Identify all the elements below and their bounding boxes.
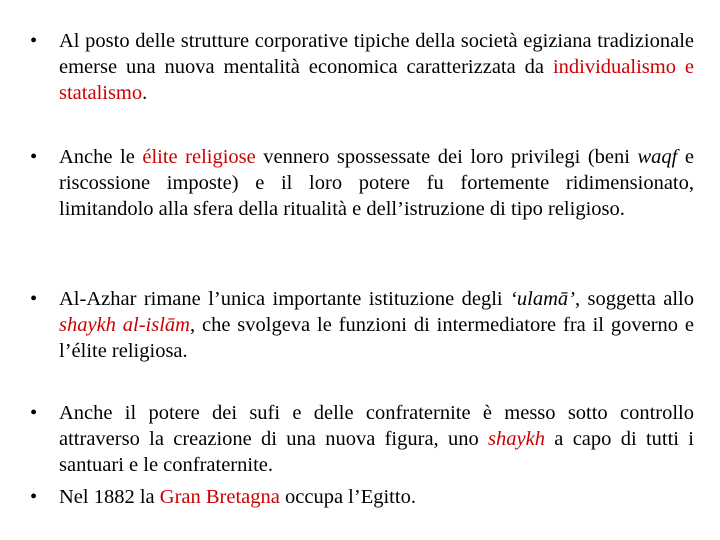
text-segment: Anche le xyxy=(59,146,143,168)
text-segment: a capo di tutti i santuari e le confraternite. xyxy=(59,428,694,476)
bullet-text-4 xyxy=(59,400,694,478)
bullet-icon: • xyxy=(30,402,38,424)
bullet-icon: • xyxy=(30,288,38,310)
bullet-text-3 xyxy=(59,286,694,364)
text-segment: vennero spossessate dei loro privilegi (beni xyxy=(255,146,638,168)
highlight-term: individualismo e statalismo xyxy=(59,56,694,104)
bullet-item-3 xyxy=(30,286,694,364)
bullet-item-4 xyxy=(30,400,694,478)
bullet-text-2 xyxy=(59,144,694,222)
highlight-term: Gran Bretagna xyxy=(159,486,280,508)
bullet-item-5 xyxy=(30,484,694,510)
text-segment: , soggetta allo xyxy=(574,288,695,310)
bullet-icon: • xyxy=(30,486,38,508)
bullet-icon: • xyxy=(30,146,38,168)
highlight-term: élite religiose xyxy=(142,146,256,168)
highlight-term: shaykh al-islām xyxy=(59,314,190,336)
text-segment: Anche il potere dei sufi e delle confraternite è messo sotto controllo attraverso la creazione di una nuova figura, uno xyxy=(59,402,694,450)
text-segment: occupa l’Egitto. xyxy=(279,486,416,508)
text-segment: Al-Azhar rimane l’unica importante istituzione degli xyxy=(59,288,511,310)
highlight-term: shaykh xyxy=(488,428,545,450)
bullet-item-2 xyxy=(30,144,694,222)
text-segment: Nel 1882 la xyxy=(59,486,160,508)
text-segment: . xyxy=(142,82,148,104)
italic-term: waqf xyxy=(637,146,678,168)
bullet-text-1 xyxy=(59,28,694,106)
text-segment: e riscossione imposte) e il loro potere fu fortemente ridimensionato, limitandolo alla sfera della ritualità e dell’istruzione di tipo religioso. xyxy=(59,146,694,220)
text-segment: Al posto delle strutture corporative tipiche della società egiziana tradizionale emerse una nuova mentalità economica caratterizzata da xyxy=(59,30,694,78)
bullet-icon: • xyxy=(30,30,38,52)
italic-term: ‘ulamā’ xyxy=(510,288,575,310)
text-segment: , che svolgeva le funzioni di intermediatore fra il governo e l’élite religiosa. xyxy=(59,314,694,362)
bullet-text-5 xyxy=(59,484,694,510)
bullet-item-1 xyxy=(30,28,694,106)
